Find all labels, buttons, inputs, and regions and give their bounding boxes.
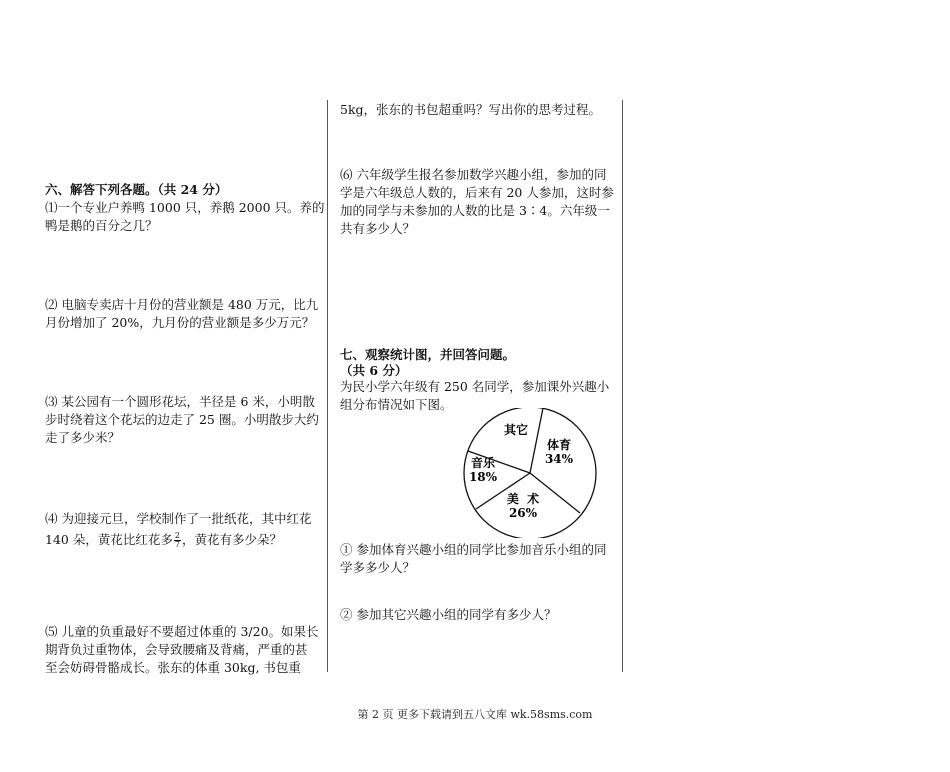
section-6-heading: 六、解答下列各题。（共 24 分） — [45, 182, 228, 197]
slice-value-art: 26% — [508, 506, 538, 520]
question-6-line: 学是六年级总人数的，后来有 20 人参加，这时参 — [340, 185, 614, 200]
question-1-line: 鸭是鹅的百分之几？ — [45, 218, 158, 233]
intro-line: 为民小学六年级有 250 名同学，参加课外兴趣小 — [340, 379, 610, 394]
question-6-line: 加的同学与未参加的人数的比是 3∶4。六年级一 — [340, 203, 610, 218]
slice-value-sports: 34% — [544, 452, 574, 466]
question-1-line: ⑴一个专业户养鸭 1000 只，养鹅 2000 只。养的 — [45, 200, 325, 215]
page-footer: 第 2 页 更多下载请到五八文库 wk.58sms.com — [357, 708, 593, 721]
question-2-line: ⑵ 电脑专卖店十月份的营业额是 480 万元，比九 — [45, 297, 319, 312]
slice-label-sports: 体育 — [546, 438, 572, 452]
intro-line: 组分布情况如下图。 — [340, 397, 453, 412]
question-3-line: 步时绕着这个花坛的边走了 25 圈。小明散步大约 — [45, 412, 319, 427]
subquestion-1-line: ① 参加体育兴趣小组的同学比参加音乐小组的同 — [340, 542, 607, 557]
fraction-numerator: 2 — [174, 531, 180, 540]
question-6-line: 共有多少人？ — [340, 221, 416, 236]
column-divider-right — [622, 100, 623, 672]
slice-label-music: 音乐 — [470, 456, 496, 470]
subquestion-2: ② 参加其它兴趣小组的同学有多少人？ — [340, 607, 557, 622]
slice-label-art: 美 术 — [506, 492, 540, 506]
question-4-line — [45, 531, 282, 549]
question-5-line: 期背负过重物体，会导致腰痛及背痛，严重的甚 — [45, 642, 308, 657]
subquestion-1-line: 学多多少人？ — [340, 560, 416, 575]
slice-label-other: 其它 — [503, 423, 529, 437]
question-5-line: ⑸ 儿童的负重最好不要超过体重的 3/20。如果长 — [45, 624, 319, 639]
interest-group-pie-chart — [463, 408, 601, 538]
question-3-line: 走了多少米？ — [45, 430, 121, 445]
question-5-continued: 5kg，张东的书包超重吗？写出你的思考过程。 — [340, 102, 602, 117]
slice-value-music: 18% — [468, 470, 498, 484]
question-3-line: ⑶ 某公园有一个圆形花坛，半径是 6 米，小明散 — [45, 394, 315, 409]
section-7-heading: 七、观察统计图，并回答问题。 — [340, 347, 516, 362]
question-4-text-before: 140 朵，黄花比红花多 — [45, 532, 173, 547]
section-7-points: （共 6 分） — [340, 363, 408, 378]
question-4-text-after: ，黄花有多少朵？ — [181, 532, 282, 547]
fraction-two-sevenths — [174, 532, 181, 549]
question-6-line: ⑹ 六年级学生报名参加数学兴趣小组，参加的同 — [340, 167, 607, 182]
column-divider-left — [327, 100, 328, 672]
question-5-line: 至会妨碍骨骼成长。张东的体重 30kg, 书包重 — [45, 660, 301, 675]
question-4-line: ⑷ 为迎接元旦，学校制作了一批纸花，其中红花 — [45, 511, 312, 526]
fraction-denominator: 7 — [174, 540, 180, 549]
question-2-line: 月份增加了 20%，九月份的营业额是多少万元？ — [45, 315, 315, 330]
